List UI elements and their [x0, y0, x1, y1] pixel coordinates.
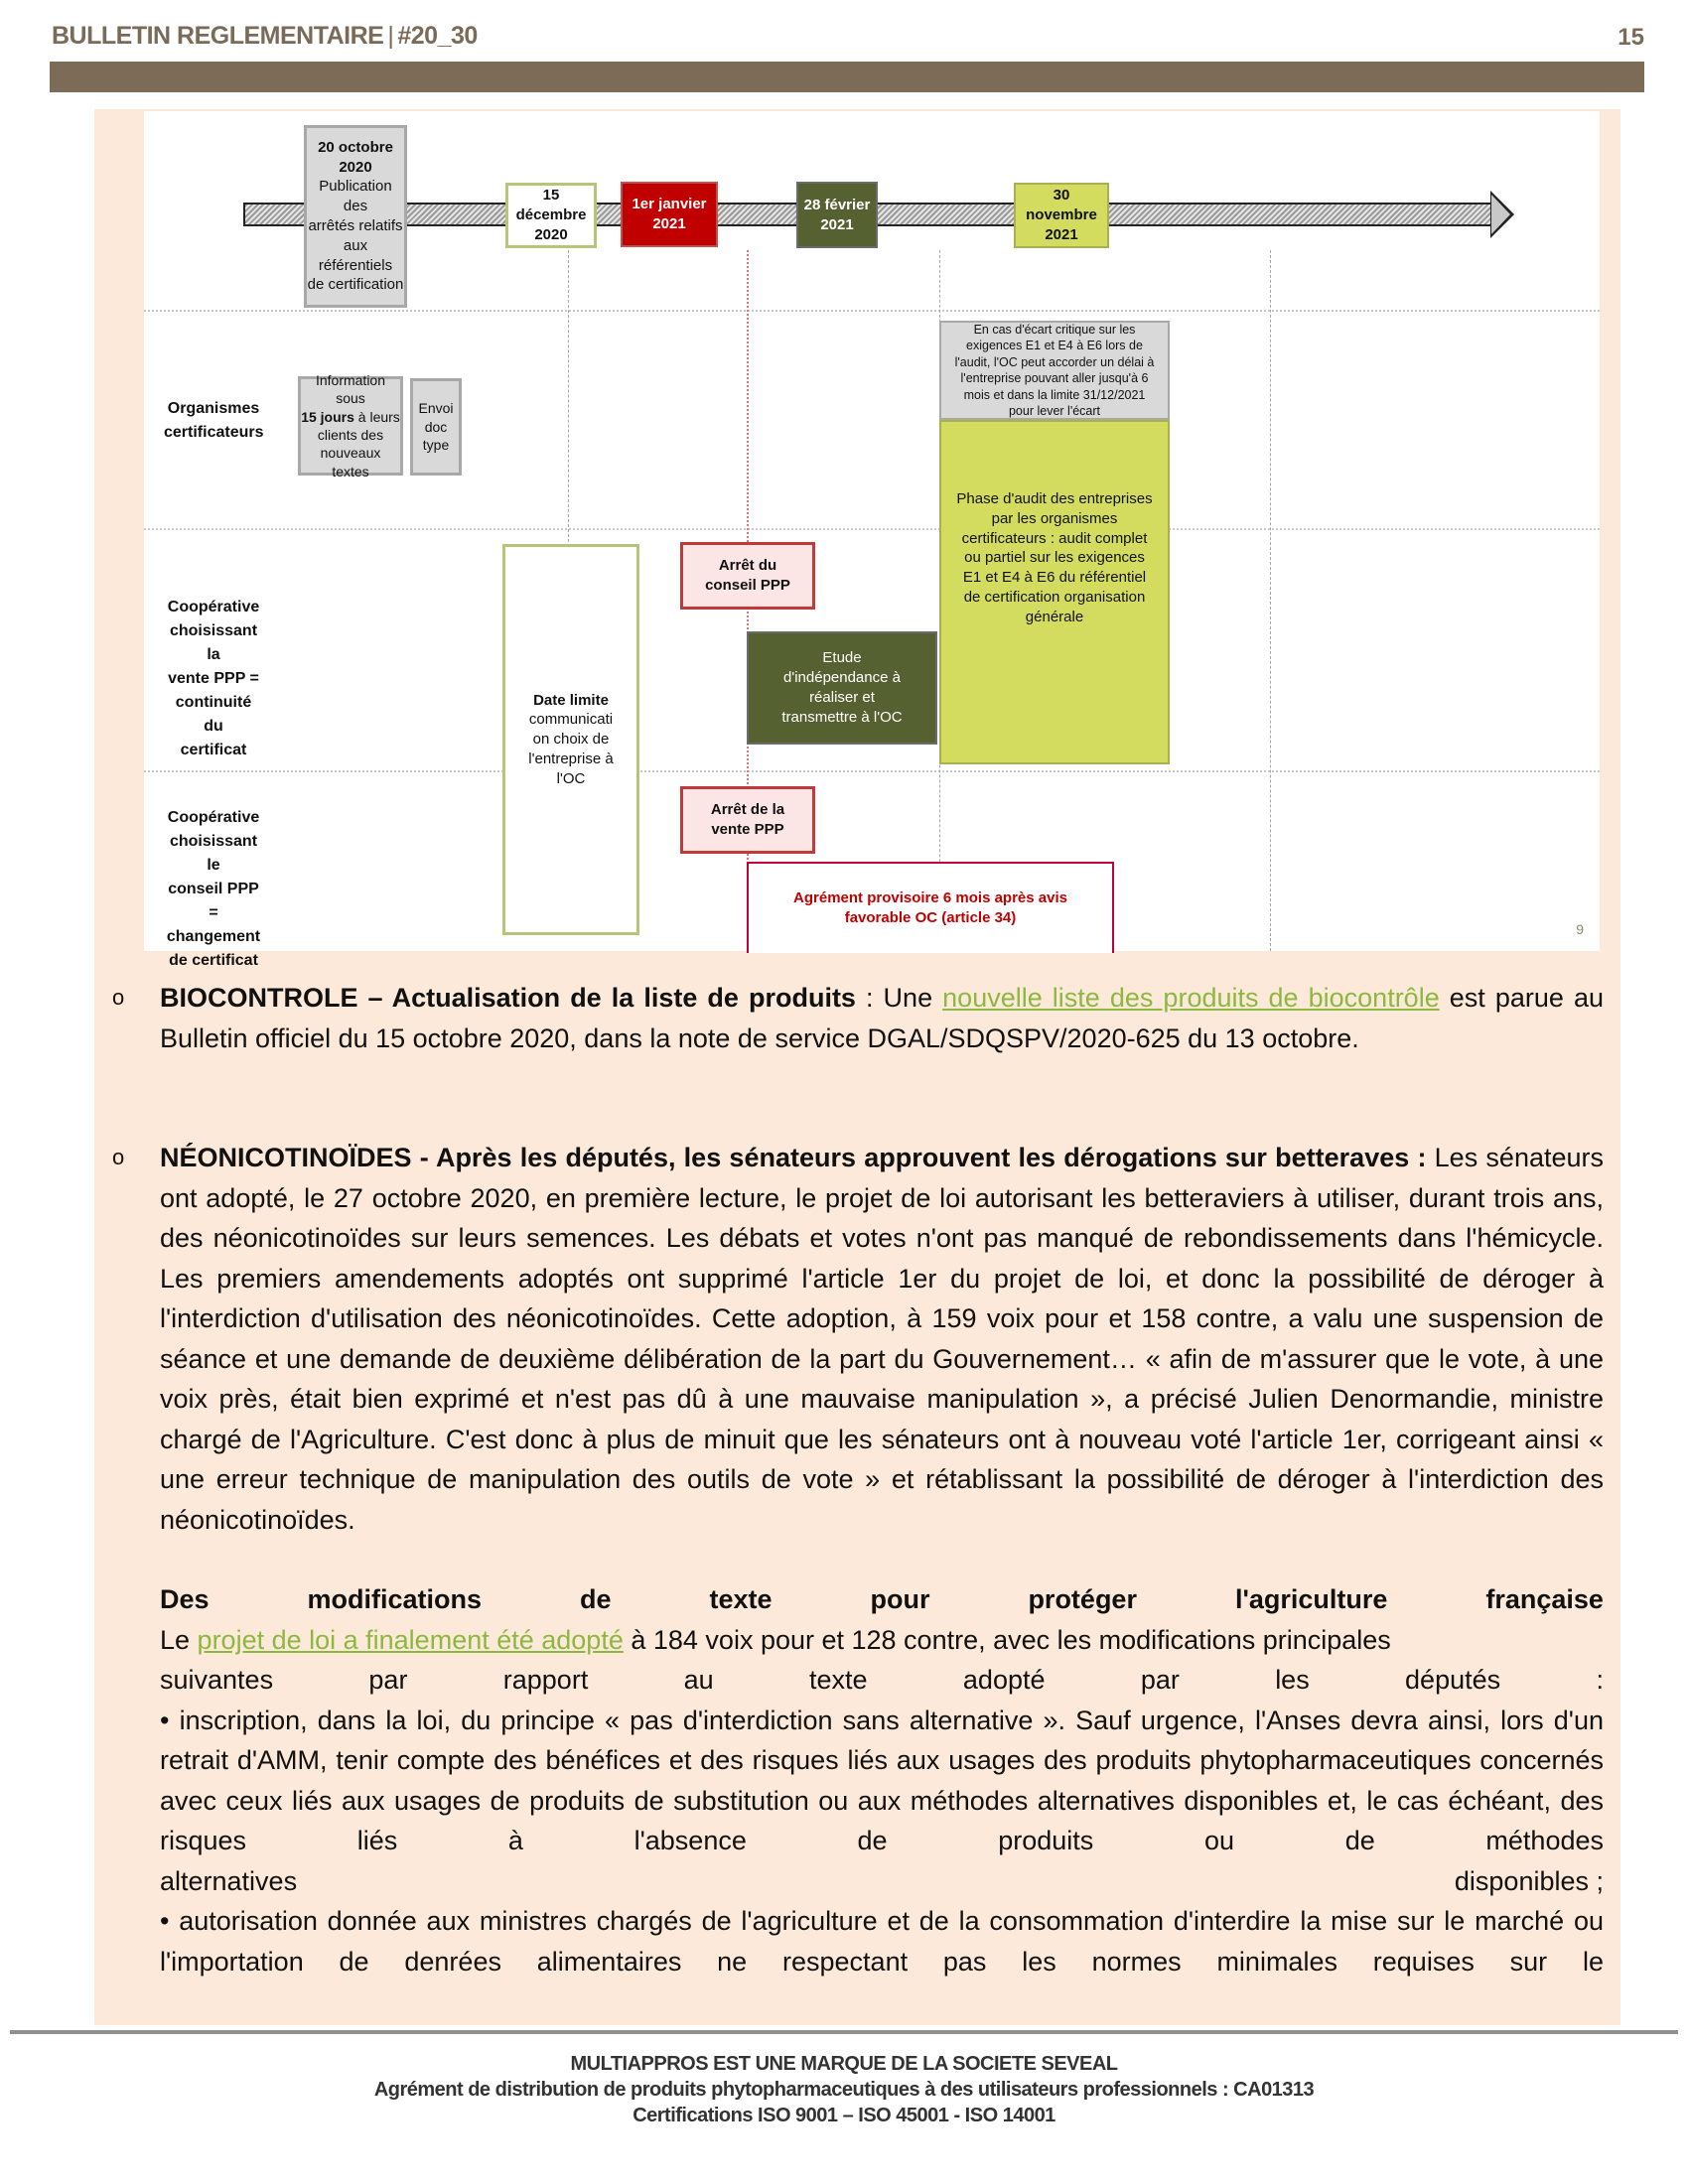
word: par	[1140, 1665, 1180, 1695]
box-text-bold: 15 jours	[301, 408, 354, 425]
milestone-1-jan-2021	[621, 182, 718, 247]
row-label-line: conseil PPP =	[168, 881, 259, 921]
box-line: Etude	[822, 649, 862, 667]
box-arret-vente-ppp	[680, 786, 815, 854]
row-label-line: de certificat	[169, 952, 258, 969]
subheading-word: pour	[870, 1584, 930, 1614]
subheading-word: l'agriculture	[1234, 1584, 1388, 1614]
page-number: 15	[1618, 24, 1644, 51]
milestone-text: de certification	[307, 276, 404, 294]
article-neonicotinoides	[112, 1138, 1604, 1981]
subheading-modifications	[160, 1579, 1604, 1620]
word: adopté	[962, 1665, 1046, 1695]
box-etude-independance	[747, 631, 937, 745]
row-label-line: changement	[166, 928, 261, 945]
box-line: doc	[424, 418, 448, 435]
row-label-line: Coopérative	[167, 599, 260, 615]
box-line: Envoi	[418, 400, 454, 417]
box-line: favorable OC (article 34)	[844, 909, 1017, 926]
modification-point-2: • autorisation donnée aux ministres chargés de l'agriculture et de la consommation d'interdire la mise sur le marché ou l'importation de denrées alimentaires ne respectant pas les normes minimales requises sur le	[160, 1906, 1604, 1977]
word: alternatives	[160, 1865, 298, 1896]
box-line: Arrêt du	[718, 557, 777, 575]
box-line: l'entreprise à	[528, 750, 614, 767]
subheading-word: modifications	[307, 1584, 483, 1614]
word: rapport	[502, 1665, 589, 1695]
milestone-28-feb-2021	[796, 182, 878, 248]
box-agrement-provisoire	[747, 862, 1114, 953]
subheading-word: française	[1485, 1584, 1604, 1614]
subheading-word: texte	[709, 1584, 773, 1614]
bullet-icon: o	[112, 985, 125, 1010]
word: disponibles ;	[1454, 1865, 1604, 1896]
bulletin-issue: #20_30	[397, 22, 478, 50]
bullet-icon: o	[112, 1145, 125, 1169]
modification-point-1: • inscription, dans la loi, du principe « pas d'interdiction sans alternative ». Sauf urgence, l'Anses devra ainsi, lors d'un retrait d'AMM, tenir compte des bénéfices et des risques liés aux usages des produits phytopharmaceutiques concernés avec ceux liés aux usages de produits de substitution ou aux méthodes alternatives disponibles et, le cas échéant, des risques liés à l'absence de produits ou de méthodes	[160, 1705, 1604, 1855]
row-separator	[144, 528, 1600, 530]
box-line: type	[422, 437, 450, 454]
box-text: à leurs	[353, 408, 400, 425]
box-line: Agrément provisoire 6 mois après avis	[793, 889, 1067, 907]
row-separator	[144, 770, 1600, 772]
word: au	[683, 1665, 714, 1695]
row-label-line: choisissant la	[169, 622, 258, 663]
row-label-line: certificat	[180, 742, 247, 758]
box-line	[301, 408, 400, 426]
box-ecart-critique	[939, 321, 1170, 420]
row-label-organismes	[164, 397, 263, 445]
word: :	[1596, 1665, 1604, 1695]
header-separator: |	[387, 22, 394, 50]
box-text: En cas d'écart critique sur les exigences E1 et E4 à E6 lors de l'audit, l'OC peut accorder un délai à l'entreprise pouvant aller jusqu'à 6 mois et dans la limite 31/12/2021 pour lever l'écart	[954, 322, 1155, 418]
box-line: l'OC	[556, 769, 586, 787]
guide-30-nov	[1270, 250, 1271, 951]
box-text: Phase d'audit des entreprises par les organismes certificateurs : audit complet ou partiel sur les exigences E1 et E4 à E6 du référentiel de certification organisation générale	[956, 490, 1153, 625]
certification-timeline-diagram	[144, 111, 1600, 969]
row-label-vente-ppp	[164, 596, 263, 762]
box-envoi-doc-type	[410, 378, 462, 476]
word: les	[1275, 1665, 1310, 1695]
milestone-date: 1er janvier	[632, 196, 707, 213]
article-text: : Une	[855, 983, 943, 1013]
box-line: communicati	[528, 711, 614, 729]
box-line	[301, 371, 400, 408]
word: par	[368, 1665, 408, 1695]
box-line: réaliser et	[809, 689, 875, 706]
box-phase-audit	[939, 420, 1170, 764]
box-information-clients	[298, 371, 403, 479]
article-text: est parue au Bulletin officiel du 15 octobre 2020, dans la note de service DGAL/SDQSPV/2020-625 du 13 octobre.	[160, 983, 1604, 1053]
box-line: nouveaux textes	[320, 445, 381, 479]
milestone-date: 15 décembre	[515, 187, 587, 224]
box-line: Arrêt de la	[710, 801, 785, 819]
subheading-word: protéger	[1028, 1584, 1137, 1614]
word: suivantes	[160, 1665, 274, 1695]
box-line: on choix de	[532, 731, 610, 749]
article-text: à 184 voix pour et 128 contre, avec les modifications principales	[623, 1624, 1391, 1655]
article-title: NÉONICOTINOÏDES - Après les députés, les sénateurs approuvent les dérogations sur betteraves :	[160, 1143, 1427, 1172]
word: députés	[1405, 1665, 1501, 1695]
box-line: clients des	[317, 427, 384, 443]
footer-agrement: Agrément de distribution de produits phytopharmaceutiques à des utilisateurs professionnels : CA01313	[373, 2079, 1315, 2101]
box-line: conseil PPP	[705, 577, 790, 594]
article-biocontrole	[112, 978, 1604, 1058]
row-separator	[144, 310, 1600, 312]
box-date-limite	[502, 544, 639, 935]
milestone-date: 30 novembre	[1026, 187, 1097, 224]
row-label-line: vente PPP =	[168, 670, 259, 687]
box-line: transmettre à l'OC	[781, 708, 903, 726]
link-projet-loi-adopte[interactable]: projet de loi a finalement été adopté	[197, 1624, 624, 1655]
milestone-date: 28 février	[803, 196, 871, 213]
milestone-year: 2021	[820, 215, 854, 233]
box-line: vente PPP	[711, 821, 784, 838]
milestone-30-nov-2021	[1014, 183, 1109, 248]
subheading-word: de	[579, 1584, 612, 1614]
subtext-line-justified	[160, 1660, 1604, 1701]
article-text: Le	[160, 1624, 198, 1655]
link-liste-biocontrole[interactable]: nouvelle liste des produits de biocontrôle	[942, 983, 1440, 1013]
row-label-line: certificateurs	[164, 424, 264, 441]
slide-number: 9	[1576, 921, 1584, 937]
row-label-line: Coopérative	[167, 809, 260, 826]
box-line: d'indépendance à	[783, 669, 901, 687]
milestone-text: aux référentiels	[318, 236, 393, 274]
box-arret-conseil-ppp	[680, 542, 815, 610]
milestone-text: arrêtés relatifs	[308, 217, 403, 234]
word: texte	[809, 1665, 868, 1695]
row-label-line: continuité du	[175, 694, 252, 735]
row-label-line: Organismes	[167, 400, 260, 417]
footer-brand: MULTIAPPROS EST UNE MARQUE DE LA SOCIETE SEVEAL	[570, 2053, 1118, 2075]
bulletin-header-title	[52, 22, 478, 51]
footer-rule	[10, 2030, 1678, 2034]
row-label-line: choisissant le	[169, 833, 258, 874]
subheading-word: Des	[160, 1584, 210, 1614]
bulletin-title: BULLETIN REGLEMENTAIRE	[52, 22, 384, 50]
modification-point-1-end	[160, 1861, 1604, 1902]
milestone-year: 2020	[339, 158, 372, 176]
subtext-line	[160, 1620, 1604, 1661]
milestone-15-dec-2020	[505, 183, 597, 248]
box-text: Information sous	[315, 371, 386, 407]
box-title: Date limite	[533, 691, 609, 709]
milestone-year: 2021	[1045, 225, 1078, 243]
footer-certifications: Certifications ISO 9001 – ISO 45001 - ISO 14001	[633, 2105, 1055, 2126]
milestone-20-oct-2020	[304, 125, 407, 308]
milestone-date: 20 octobre	[318, 138, 393, 156]
milestone-year: 2021	[652, 215, 686, 232]
timeline-arrow-head-fill	[1491, 195, 1510, 234]
header-band	[50, 62, 1644, 92]
article-text: Les sénateurs ont adopté, le 27 octobre 2020, en première lecture, le projet de loi autorisant les betteraviers à utiliser, durant trois ans, des néonicotinoïdes sur leurs semences. Les débats et votes n'ont pas manqué de rebondissements dans l'hémicycle. Les premiers amendements adoptés ont supprimé l'article 1er du projet de loi, et donc la possibilité de déroger à l'interdiction d'utilisation des néonicotinoïdes. Cette adoption, à 159 voix pour et 158 contre, a valu une suspension de séance et une demande de deuxième délibération de la part du Gouvernement… « afin de m'assurer que le vote, à une voix près, était bien exprimé et n'est pas dû à une mauvaise manipulation », a précisé Julien Denormandie, ministre chargé de l'Agriculture. C'est donc à plus de minuit que les sénateurs ont à nouveau voté l'article 1er, corrigeant ainsi « une erreur technique de manipulation des outils de vote » et rétablissant la possibilité de déroger à l'interdiction des néonicotinoïdes.	[160, 1143, 1604, 1535]
milestone-text: Publication des	[319, 178, 392, 215]
row-label-conseil-ppp	[164, 806, 263, 973]
article-title: BIOCONTROLE – Actualisation de la liste de produits	[160, 983, 856, 1013]
milestone-year: 2020	[534, 225, 568, 243]
